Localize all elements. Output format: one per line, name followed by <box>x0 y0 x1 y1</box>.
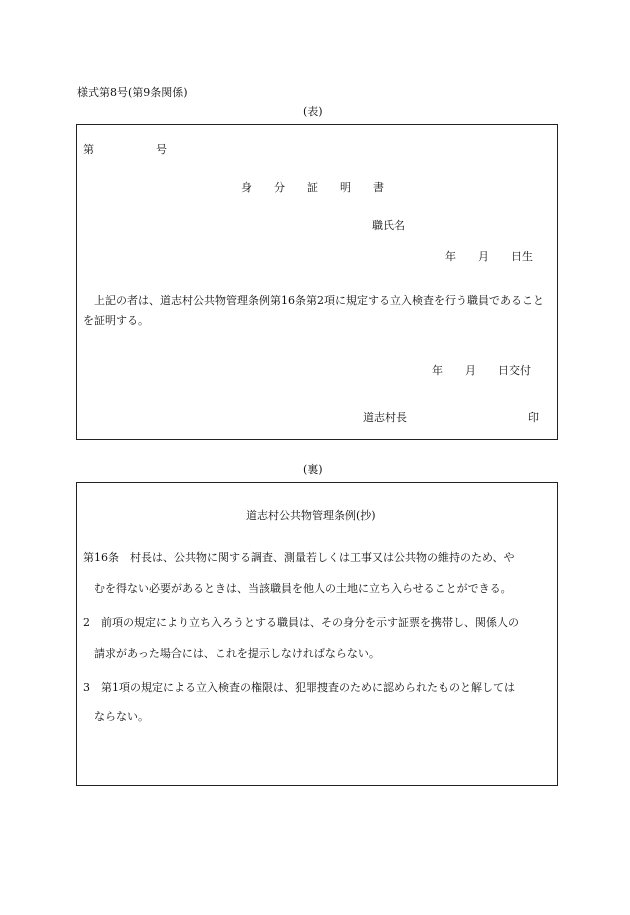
number-prefix: 第 <box>83 143 94 156</box>
number-suffix: 号 <box>156 143 167 156</box>
back-ordinance-box <box>76 482 558 786</box>
birth-date: 年 月 日生 <box>445 250 533 263</box>
seal-mark: 印 <box>528 411 539 424</box>
form-number: 様式第8号(第9条関係) <box>77 86 188 99</box>
certificate-statement: 上記の者は、道志村公共物管理条例第16条第2項に規定する立入検査を行う職員であることを証明する。 <box>83 294 544 327</box>
paragraph-2-line-2: 請求があった場合には、これを提示しなければならない。 <box>94 647 380 660</box>
article-16-line-2: むを得ない必要があるときは、当該職員を他人の土地に立ち入らせることができる。 <box>94 582 512 595</box>
issuer-name: 道志村長 <box>363 411 407 424</box>
paragraph-3-line-1: 3 第1項の規定による立入検査の権限は、犯罪捜査のために認められたものと解しては <box>83 681 515 694</box>
front-side-label: (表) <box>303 105 323 118</box>
paragraph-3-line-2: ならない。 <box>94 710 149 723</box>
article-16-line-1: 第16条 村長は、公共物に関する調査、測量若しくは工事又は公共物の維持のため、や <box>83 551 515 564</box>
position-name-label: 職氏名 <box>372 219 405 232</box>
back-side-label: (裏) <box>303 463 323 476</box>
paragraph-2-line-1: 2 前項の規定により立ち入ろうとする職員は、その身分を示す証票を携帯し、関係人の <box>83 616 519 629</box>
issue-date: 年 月 日交付 <box>432 364 531 377</box>
ordinance-title: 道志村公共物管理条例(抄) <box>246 509 376 522</box>
certificate-title: 身 分 証 明 書 <box>241 181 384 194</box>
front-certificate-box <box>76 124 558 440</box>
